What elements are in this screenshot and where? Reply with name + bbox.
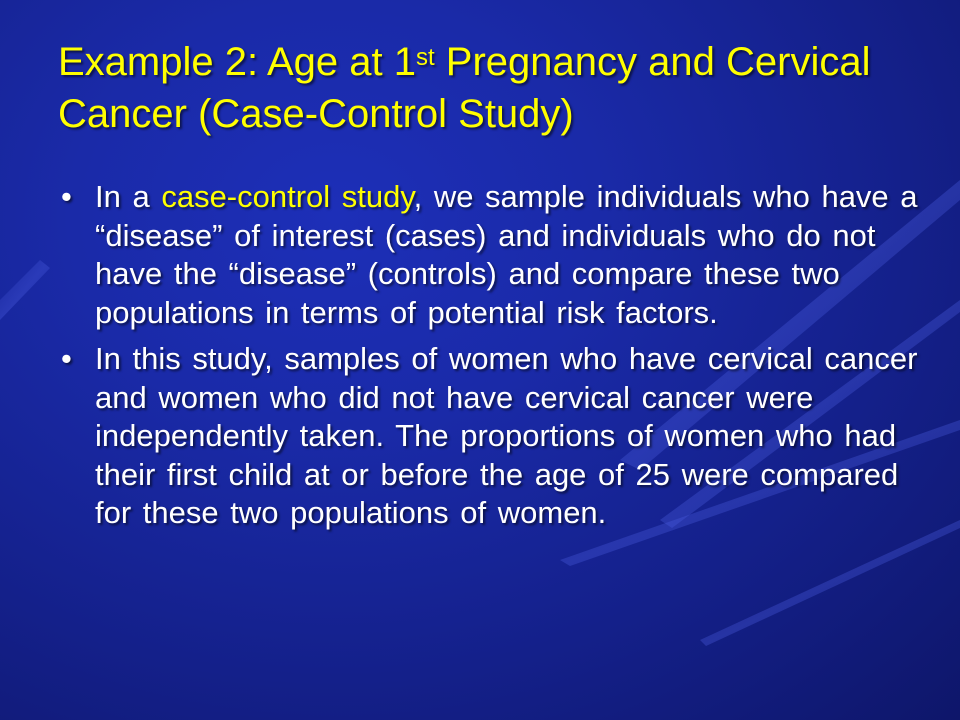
bullet-list bbox=[58, 178, 918, 541]
title-superscript: st bbox=[416, 44, 435, 71]
bullet-text-part1: In a bbox=[95, 179, 162, 214]
bullet-text-part2: , we sample individuals who have a “disease” of interest (cases) and individuals who do not have the “disease” (controls) and compare these two populations in terms of potential risk factors. bbox=[95, 179, 918, 330]
slide-title bbox=[58, 36, 918, 140]
bullet-item-case-control-definition bbox=[58, 178, 918, 332]
title-text-part1: Example 2: Age at 1 bbox=[58, 40, 417, 84]
title-text-part2: Pregnancy and Cervical Cancer (Case-Control Study) bbox=[58, 40, 871, 136]
bullet-marker-icon: • bbox=[61, 341, 72, 376]
highlighted-term: case-control study bbox=[161, 179, 414, 214]
bullet-text: In this study, samples of women who have cervical cancer and women who did not have cervical cancer were independently taken. The proportions of women who had their first child at or before the age of 25 were compared for these two populations of women. bbox=[95, 341, 918, 530]
bullet-marker-icon: • bbox=[61, 179, 72, 214]
bullet-item-study-description bbox=[58, 340, 918, 533]
